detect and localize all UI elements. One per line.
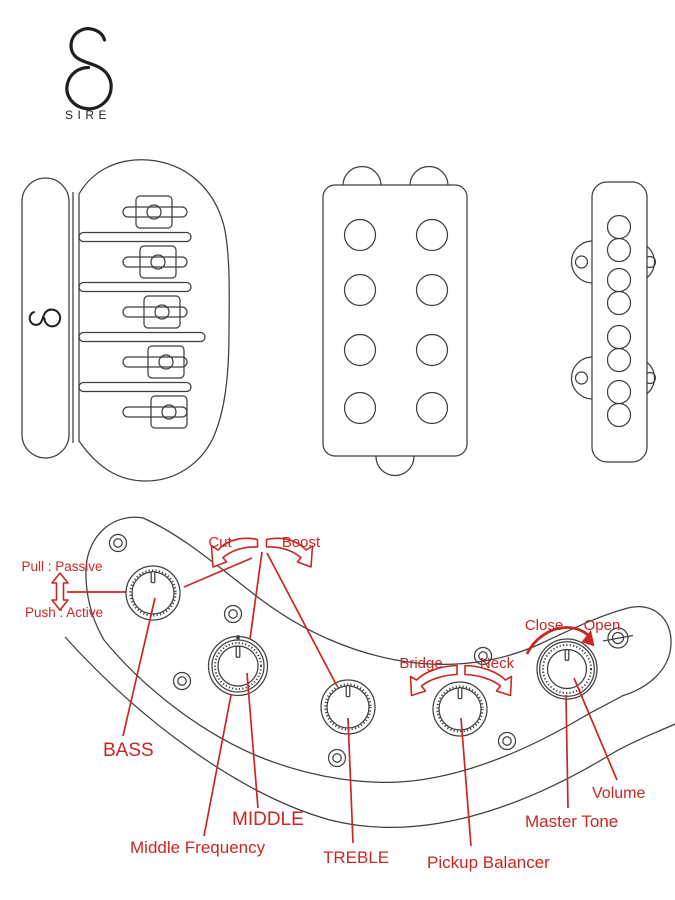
sire-s-icon <box>67 29 111 109</box>
pickup-balancer-knob <box>433 682 487 736</box>
bass-knob <box>126 566 180 620</box>
open-label: Open <box>583 617 621 634</box>
bridge-s-icon <box>30 310 60 327</box>
treble-label: TREBLE <box>323 848 390 867</box>
sire-logo <box>65 29 111 122</box>
screw-icon <box>110 535 127 552</box>
jazz-pickup-diagram <box>572 182 656 462</box>
boost-label: Boost <box>281 534 321 551</box>
cut-label: Cut <box>208 534 232 551</box>
master-tone-volume-knob <box>537 639 597 699</box>
sire-wordmark: SIRE <box>64 108 112 122</box>
pull-passive-label: Pull : Passive <box>21 559 103 574</box>
screw-icon <box>174 673 191 690</box>
volume-label: Volume <box>592 785 646 802</box>
screw-icon <box>225 606 242 623</box>
neck-label: Neck <box>479 655 515 672</box>
jazz-cover <box>592 182 647 462</box>
push-active-label: Push : Active <box>24 605 104 620</box>
humbucker-pickup-diagram <box>323 167 467 476</box>
bridge-plate <box>79 160 229 481</box>
bass-label: BASS <box>103 740 154 761</box>
middle-stacked-knob <box>209 635 268 695</box>
master-tone-label: Master Tone <box>525 812 619 831</box>
middle-label: MIDDLE <box>232 809 304 830</box>
bridge-saddles <box>123 196 187 428</box>
screw-icon <box>499 733 516 750</box>
pickup-balancer-label: Pickup Balancer <box>427 853 550 872</box>
plate-outline <box>86 517 671 782</box>
screw-icon <box>329 750 346 767</box>
control-plate-diagram <box>21 517 675 872</box>
close-label: Close <box>524 617 564 634</box>
bridge-diagram <box>22 160 229 481</box>
middle-frequency-label: Middle Frequency <box>130 838 266 857</box>
bridge-label: Bridge <box>399 655 443 672</box>
